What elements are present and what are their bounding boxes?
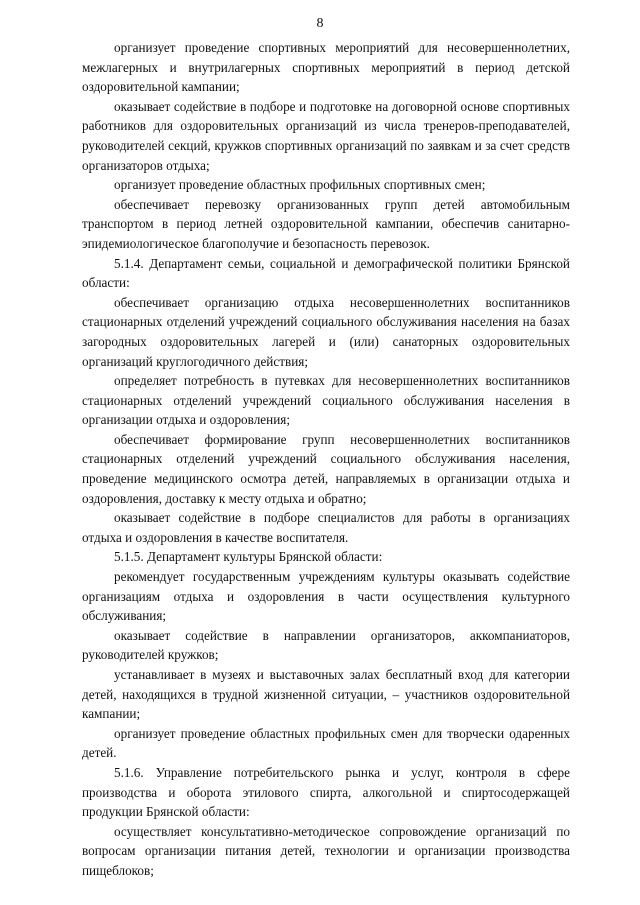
paragraph-sports-staff: оказывает содействие в подборе и подготовке на договорной основе спортивных работников для оздоровительных организаций из числа тренеров-преподавателей, руководителей секций, кружков спортивных организаций по заявкам и за счет средств организаторов отдыха;	[82, 98, 570, 173]
page-number: 8	[316, 16, 324, 31]
section-heading-5-1-5: 5.1.5. Департамент культуры Брянской области:	[114, 549, 383, 565]
section-heading-5-1-4: 5.1.4. Департамент семьи, социальной и демографической политики Брянской области:	[82, 255, 570, 291]
section-heading-5-1-6: 5.1.6. Управление потребительского рынка и услуг, контроля в сфере производства и оборота этилового спирта, алкогольной и спиртосодержащей продукции Брянской области:	[82, 764, 570, 820]
paragraph-sports-shifts: организует проведение областных профильных спортивных смен;	[114, 177, 486, 193]
document-body	[82, 38, 570, 881]
paragraph-culture-organizers: оказывает содействие в направлении организаторов, аккомпаниаторов, руководителей кружков;	[82, 627, 570, 663]
paragraph-sports-events: организует проведение спортивных мероприятий для несовершеннолетних, межлагерных и внутрилагерных спортивных мероприятий в период детской оздоровительной кампании;	[82, 40, 570, 95]
paragraph-vouchers-need: определяет потребность в путевках для несовершеннолетних воспитанников стационарных отделений учреждений социального обслуживания населения в организации отдыха и оздоровления;	[82, 373, 570, 428]
paragraph-creative-shifts: организует проведение областных профильных смен для творчески одаренных детей.	[82, 725, 570, 761]
paragraph-transport: обеспечивает перевозку организованных групп детей автомобильным транспортом в период летней оздоровительной кампании, обеспечив санитарно-эпидемиологическое благополучие и безопасность перевозок.	[82, 196, 570, 251]
paragraph-group-formation: обеспечивает формирование групп несовершеннолетних воспитанников стационарных отделений учреждений социального обслуживания населения, проведение медицинского осмотра детей, направляемых в организации отдыха и оздоровления, доставку к месту отдыха и обратно;	[82, 431, 570, 506]
paragraph-specialists: оказывает содействие в подборе специалистов для работы в организациях отдыха и оздоровления в качестве воспитателя.	[82, 510, 570, 545]
paragraph-museum-entry: устанавливает в музеях и выставочных залах бесплатный вход для категории детей, находящихся в трудной жизненной ситуации, – участников оздоровительной кампании;	[82, 667, 570, 722]
paragraph-culture-recommend: рекомендует государственным учреждениям культуры оказывать содействие организациям отдыха и оздоровления в части осуществления культурного обслуживания;	[82, 569, 570, 624]
paragraph-catering-support: осуществляет консультативно-методическое сопровождение организаций по вопросам организации питания детей, технологии и организации производства пищеблоков;	[82, 823, 570, 878]
paragraph-organize-rest: обеспечивает организацию отдыха несовершеннолетних воспитанников стационарных отделений учреждений социального обслуживания населения на базах загородных оздоровительных лагерей и (или) санаторных оздоровительных организаций круглогодичного действия;	[82, 294, 570, 369]
